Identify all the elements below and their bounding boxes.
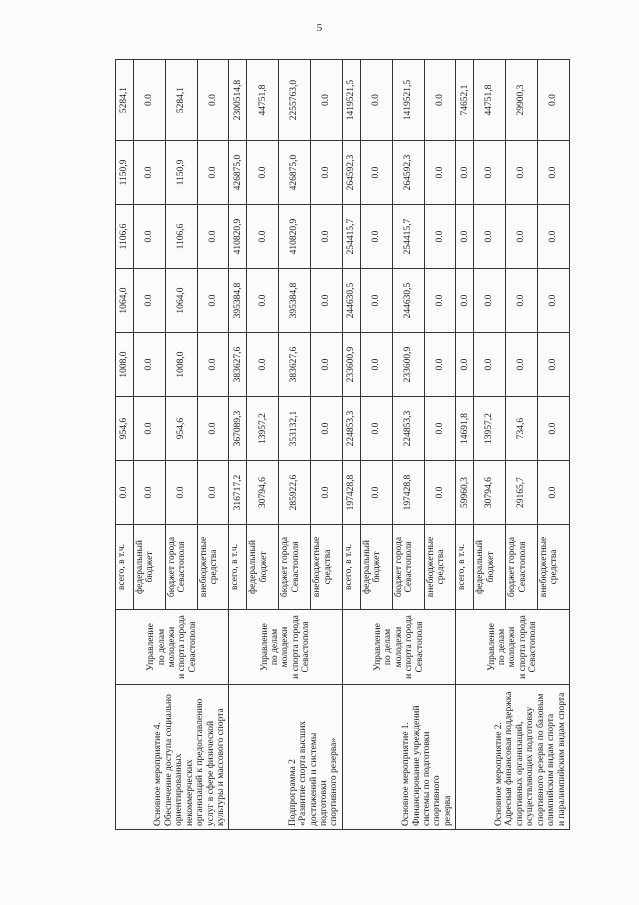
- funding-source: [133, 525, 165, 610]
- activity-name-line: Основное мероприятие 4.: [153, 722, 164, 826]
- year-value-cell: 264592,3: [392, 141, 424, 205]
- year-value-cell: 954,6: [165, 397, 197, 461]
- funding-source-line: внебюджетные: [538, 536, 549, 598]
- total-value-cell: 0.0: [197, 60, 229, 141]
- year-value-cell: 0.0: [506, 205, 538, 269]
- responsible-line: по делам: [270, 628, 281, 666]
- table-row: [229, 60, 247, 830]
- funding-source-line: федеральный: [248, 540, 259, 594]
- year-value-cell: 0.0: [133, 333, 165, 397]
- year-value-cell: 0.0: [424, 397, 456, 461]
- year-value-cell: 0.0: [311, 397, 343, 461]
- year-value-cell: 0.0: [424, 141, 456, 205]
- year-value-cell: 0.0: [247, 333, 279, 397]
- responsible-line: молодежи: [507, 626, 518, 668]
- responsible-line: молодежи: [280, 626, 291, 668]
- year-value-cell: 0.0: [116, 461, 134, 525]
- funding-source: [424, 525, 456, 610]
- funding-source: [165, 525, 197, 610]
- responsible-executor: [342, 610, 455, 685]
- year-value-cell: 30794,6: [247, 461, 279, 525]
- year-value-cell: 13957,2: [474, 397, 506, 461]
- year-value-cell: 0.0: [197, 397, 229, 461]
- activity-name-line: ориентированных некоммерческих: [174, 753, 195, 826]
- total-value-cell: 0.0: [360, 60, 392, 141]
- year-value-cell: 0.0: [474, 141, 506, 205]
- funding-source-line: всего, в т.ч.: [230, 544, 241, 590]
- rotated-table-container: [115, 60, 570, 830]
- year-value-cell: 0.0: [474, 205, 506, 269]
- total-value-cell: 0.0: [424, 60, 456, 141]
- total-value-cell: 29900,3: [506, 60, 538, 141]
- total-value-cell: 44751,8: [474, 60, 506, 141]
- year-value-cell: 0.0: [360, 141, 392, 205]
- year-value-cell: 0.0: [197, 269, 229, 333]
- funding-source: [456, 525, 474, 610]
- funding-source-line: бюджет: [145, 551, 156, 583]
- year-value-cell: 0.0: [506, 269, 538, 333]
- funding-source-line: внебюджетные: [198, 536, 209, 598]
- year-value-cell: 0.0: [456, 205, 474, 269]
- responsible-line: Севастополя: [414, 621, 425, 673]
- year-value-cell: 0.0: [311, 461, 343, 525]
- responsible-line: Управление: [486, 623, 497, 671]
- year-value-cell: 0.0: [311, 269, 343, 333]
- activity-name-line: резерва: [442, 795, 453, 826]
- funding-source-line: средства: [322, 549, 333, 585]
- year-value-cell: 0.0: [311, 333, 343, 397]
- funding-source-line: бюджет: [372, 551, 383, 583]
- year-value-cell: 0.0: [197, 205, 229, 269]
- responsible-line: Управление: [146, 623, 157, 671]
- funding-source-line: бюджет: [485, 551, 496, 583]
- year-value-cell: 0.0: [537, 461, 569, 525]
- year-value-cell: 254415,7: [392, 205, 424, 269]
- year-value-cell: 0.0: [247, 141, 279, 205]
- year-value-cell: 367089,3: [229, 397, 247, 461]
- year-value-cell: 233600,9: [392, 333, 424, 397]
- responsible-line: и спорта города: [404, 615, 415, 679]
- activity-name-line: услуг в сфере физической: [205, 720, 216, 826]
- funding-source: [342, 525, 360, 610]
- year-value-cell: 1064,0: [165, 269, 197, 333]
- year-value-cell: 0.0: [537, 205, 569, 269]
- year-value-cell: 0.0: [537, 269, 569, 333]
- year-value-cell: 233600,9: [342, 333, 360, 397]
- funding-source-line: бюджет города: [393, 536, 404, 598]
- year-value-cell: 285922,6: [279, 461, 311, 525]
- activity-name-line: системы по подготовки спортивного: [422, 731, 443, 826]
- activity-name: [229, 685, 342, 830]
- responsible-line: и спорта города: [177, 615, 188, 679]
- responsible-executor: [229, 610, 342, 685]
- year-value-cell: 0.0: [456, 333, 474, 397]
- year-value-cell: 0.0: [133, 461, 165, 525]
- total-value-cell: 0.0: [133, 60, 165, 141]
- responsible-line: и спорта города: [290, 615, 301, 679]
- table-row: [116, 60, 134, 830]
- activity-name-line: Основное мероприятие 1.: [401, 722, 412, 826]
- funding-source-line: Севастополя: [404, 541, 415, 593]
- page-number: 5: [316, 22, 323, 34]
- funding-source-line: федеральный: [361, 540, 372, 594]
- year-value-cell: 0.0: [133, 397, 165, 461]
- year-value-cell: 1008,0: [116, 333, 134, 397]
- year-value-cell: 0.0: [360, 461, 392, 525]
- year-value-cell: 0.0: [474, 269, 506, 333]
- funding-source-line: Севастополя: [177, 541, 188, 593]
- year-value-cell: 197428,8: [392, 461, 424, 525]
- responsible-line: по делам: [156, 628, 167, 666]
- responsible-line: Управление: [259, 623, 270, 671]
- funding-source: [392, 525, 424, 610]
- total-value-cell: 5284,1: [116, 60, 134, 141]
- year-value-cell: 0.0: [247, 269, 279, 333]
- year-value-cell: 0.0: [456, 141, 474, 205]
- year-value-cell: 244630,5: [392, 269, 424, 333]
- funding-source: [506, 525, 538, 610]
- total-value-cell: 1419521,5: [342, 60, 360, 141]
- activity-name-line: олимпийским видам спорта: [546, 713, 557, 826]
- funding-source: [197, 525, 229, 610]
- total-value-cell: 44751,8: [247, 60, 279, 141]
- activity-name-line: осуществляющих подготовку: [525, 706, 536, 826]
- year-value-cell: 316717,2: [229, 461, 247, 525]
- year-value-cell: 954,6: [116, 397, 134, 461]
- responsible-line: по делам: [383, 628, 394, 666]
- year-value-cell: 254415,7: [342, 205, 360, 269]
- year-value-cell: 0.0: [537, 141, 569, 205]
- activity-name: [342, 685, 455, 830]
- total-value-cell: 0.0: [537, 60, 569, 141]
- year-value-cell: 1150,9: [116, 141, 134, 205]
- funding-source: [247, 525, 279, 610]
- year-value-cell: 410820,9: [279, 205, 311, 269]
- year-value-cell: 0.0: [133, 141, 165, 205]
- funding-source-line: Севастополя: [517, 541, 528, 593]
- year-value-cell: 197428,8: [342, 461, 360, 525]
- funding-source-line: внебюджетные: [312, 536, 323, 598]
- year-value-cell: 0.0: [360, 205, 392, 269]
- responsible-executor: [456, 610, 570, 685]
- responsible-line: молодежи: [393, 626, 404, 668]
- activity-name-line: культуры и массового спорта: [216, 708, 227, 826]
- year-value-cell: 395384,8: [229, 269, 247, 333]
- table-row: [342, 60, 360, 830]
- year-value-cell: 0.0: [133, 269, 165, 333]
- year-value-cell: 383627,6: [279, 333, 311, 397]
- year-value-cell: 29165,7: [506, 461, 538, 525]
- funding-source-line: средства: [435, 549, 446, 585]
- year-value-cell: 0.0: [506, 141, 538, 205]
- activity-name-line: Основное мероприятие 2.: [493, 722, 504, 826]
- responsible-line: Севастополя: [187, 621, 198, 673]
- total-value-cell: 2300514,8: [229, 60, 247, 141]
- year-value-cell: 0.0: [133, 205, 165, 269]
- year-value-cell: 0.0: [360, 269, 392, 333]
- activity-name-line: спортивного резерва по базовым: [535, 693, 546, 826]
- funding-source-line: бюджет города: [507, 536, 518, 598]
- year-value-cell: 0.0: [424, 205, 456, 269]
- year-value-cell: 1008,0: [165, 333, 197, 397]
- activity-name: [456, 685, 570, 830]
- year-value-cell: 0.0: [197, 333, 229, 397]
- year-value-cell: 734,6: [506, 397, 538, 461]
- funding-source-line: федеральный: [475, 540, 486, 594]
- year-value-cell: 0.0: [537, 333, 569, 397]
- year-value-cell: 353132,1: [279, 397, 311, 461]
- year-value-cell: 0.0: [360, 333, 392, 397]
- total-value-cell: 2255763,0: [279, 60, 311, 141]
- year-value-cell: 426875,0: [279, 141, 311, 205]
- funding-source-line: бюджет города: [280, 536, 291, 598]
- year-value-cell: 0.0: [197, 141, 229, 205]
- responsible-line: молодежи: [167, 626, 177, 668]
- year-value-cell: 0.0: [424, 269, 456, 333]
- year-value-cell: 395384,8: [279, 269, 311, 333]
- activity-name-line: спортивных организаций,: [514, 721, 525, 826]
- funding-source: [229, 525, 247, 610]
- year-value-cell: 59960,3: [456, 461, 474, 525]
- activity-name-line: достижений и системы подготовки: [308, 732, 330, 826]
- funding-source: [360, 525, 392, 610]
- year-value-cell: 244630,5: [342, 269, 360, 333]
- funding-source-line: Севастополя: [290, 541, 301, 593]
- funding-source-line: бюджет города: [166, 536, 177, 598]
- year-value-cell: 0.0: [165, 461, 197, 525]
- year-value-cell: 264592,3: [342, 141, 360, 205]
- funding-source-line: средства: [549, 549, 560, 585]
- responsible-line: Севастополя: [528, 621, 539, 673]
- year-value-cell: 383627,6: [229, 333, 247, 397]
- funding-source-line: федеральный: [134, 540, 145, 594]
- activity-name-line: спортивного резерва»: [329, 737, 340, 826]
- total-value-cell: 1419521,5: [392, 60, 424, 141]
- responsible-line: Управление: [373, 623, 384, 671]
- year-value-cell: 224853,3: [342, 397, 360, 461]
- year-value-cell: 410820,9: [229, 205, 247, 269]
- year-value-cell: 13957,2: [247, 397, 279, 461]
- year-value-cell: 0.0: [537, 397, 569, 461]
- year-value-cell: 0.0: [474, 333, 506, 397]
- funding-source: [474, 525, 506, 610]
- financing-table: [115, 59, 570, 830]
- funding-source: [279, 525, 311, 610]
- year-value-cell: 0.0: [360, 397, 392, 461]
- year-value-cell: 0.0: [424, 333, 456, 397]
- funding-source-line: бюджет: [258, 551, 269, 583]
- year-value-cell: 0.0: [456, 269, 474, 333]
- year-value-cell: 30794,6: [474, 461, 506, 525]
- activity-name-line: и паралимпийским видам спорта: [556, 692, 567, 826]
- year-value-cell: 1106,6: [116, 205, 134, 269]
- responsible-line: по делам: [497, 628, 508, 666]
- activity-name: [116, 685, 229, 830]
- year-value-cell: 1150,9: [165, 141, 197, 205]
- year-value-cell: 0.0: [197, 461, 229, 525]
- year-value-cell: 1106,6: [165, 205, 197, 269]
- funding-source-line: внебюджетные: [425, 536, 436, 598]
- year-value-cell: 0.0: [506, 333, 538, 397]
- activity-name-line: Адресная финансовая поддержка: [504, 691, 515, 826]
- activity-name-line: Обеспечение доступа социально: [163, 694, 174, 826]
- funding-source: [116, 525, 134, 610]
- year-value-cell: 224853,3: [392, 397, 424, 461]
- year-value-cell: 426875,0: [229, 141, 247, 205]
- total-value-cell: 0.0: [311, 60, 343, 141]
- year-value-cell: 14691,8: [456, 397, 474, 461]
- funding-source: [537, 525, 569, 610]
- year-value-cell: 0.0: [311, 205, 343, 269]
- funding-source-line: всего, в т.ч.: [343, 544, 354, 590]
- funding-source-line: средства: [209, 549, 220, 585]
- year-value-cell: 0.0: [247, 205, 279, 269]
- table-row: [456, 60, 474, 830]
- funding-source-line: всего, в т.ч.: [457, 544, 468, 590]
- year-value-cell: 1064,0: [116, 269, 134, 333]
- total-value-cell: 74652,1: [456, 60, 474, 141]
- responsible-executor: [116, 610, 229, 685]
- activity-name-line: Подпрограмма 2: [287, 759, 298, 826]
- year-value-cell: 0.0: [311, 141, 343, 205]
- activity-name-line: Финансирование учреждений: [411, 705, 422, 826]
- funding-source: [311, 525, 343, 610]
- activity-name-line: организаций к предоставлению: [195, 698, 206, 826]
- activity-name-line: «Развитие спорта высших: [298, 720, 309, 826]
- funding-source-line: всего, в т.ч.: [117, 544, 127, 590]
- responsible-line: и спорта города: [517, 615, 528, 679]
- total-value-cell: 5284,1: [165, 60, 197, 141]
- responsible-line: Севастополя: [301, 621, 312, 673]
- financing-table-body: [116, 60, 570, 830]
- year-value-cell: 0.0: [424, 461, 456, 525]
